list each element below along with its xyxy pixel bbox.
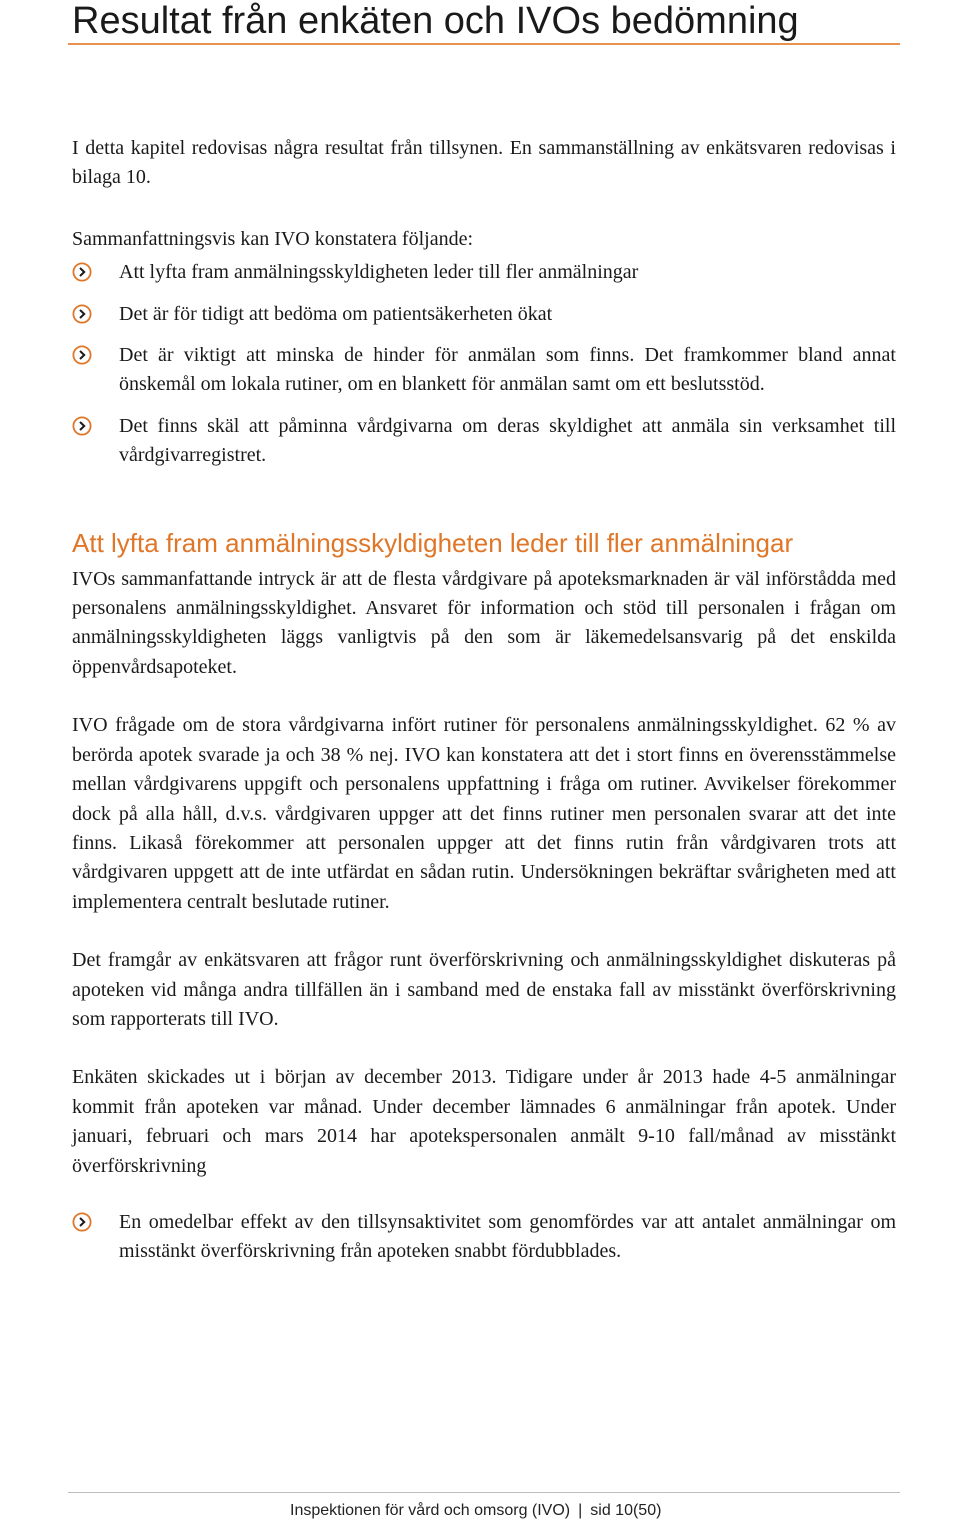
summary-bullet-item <box>72 412 896 471</box>
summary-bullet-text: Att lyfta fram anmälningsskyldigheten leder till fler anmälningar <box>119 261 639 284</box>
summary-bullet-item <box>72 341 896 400</box>
section-paragraph: IVOs sammanfattande intryck är att de flesta vårdgivare på apoteksmarknaden är väl införstådda med personalens anmälningsskyldighet. Ansvaret för information och stöd till personalen i frågan om anmälningsskyldigheten läggs vanligtvis på den som är läkemedelsansvarig på det enskilda öppenvårdsapoteket. <box>72 567 896 678</box>
title-divider <box>68 43 900 45</box>
page-footer <box>290 1500 661 1522</box>
footer-separator: | <box>578 1502 583 1519</box>
chevron-circle-right-icon <box>72 1212 92 1232</box>
footer-divider <box>68 1492 900 1493</box>
summary-bullet-text: Det är för tidigt att bedöma om patientsäkerheten ökat <box>119 302 553 325</box>
section-paragraph: IVO frågade om de stora vårdgivarna infört rutiner för personalens anmälningsskyldighet. 62 % av berörda apotek svarade ja och 38 % nej. IVO kan konstatera att det i stort finns en överensstämmelse mellan vårdgivarens uppgift och personalens uppfattning i fråga om rutiner. Avvikelser förekommer dock på alla håll, d.v.s. vårdgivaren uppger att det finns rutiner men personalen svarar att det inte finns. Likaså förekommer att personalen uppger att det finns rutin från vårdgivaren trots att vårdgivaren uppgett att de inte utfärdat en sådan rutin. Undersökningen bekräftar svårigheten med att implementera centralt beslutade rutiner. <box>72 714 896 913</box>
summary-lead-paragraph: Sammanfattningsvis kan IVO konstatera följande: <box>72 227 474 250</box>
chevron-circle-right-icon <box>72 262 92 282</box>
page-title: Resultat från enkäten och IVOs bedömning <box>72 0 799 42</box>
summary-bullet-item <box>72 300 896 329</box>
summary-bullet-list <box>72 258 896 470</box>
summary-bullet-text: Det finns skäl att påminna vårdgivarna om deras skyldighet att anmäla sin verksamhet till vårdgivarregistret. <box>119 414 896 467</box>
summary-bullet-item <box>72 258 896 287</box>
section-bullet-text: En omedelbar effekt av den tillsynsaktivitet som genomfördes var att antalet anmälningar om misstänkt överförskrivning från apoteken snabbt fördubblades. <box>119 1210 896 1263</box>
intro-paragraph: I detta kapitel redovisas några resultat från tillsynen. En sammanställning av enkätsvaren redovisas i bilaga 10. <box>72 137 896 189</box>
chevron-circle-right-icon <box>72 345 92 365</box>
summary-bullet-text: Det är viktigt att minska de hinder för anmälan som finns. Det framkommer bland annat önskemål om lokala rutiner, om en blankett för anmälan samt om ett beslutsstöd. <box>119 344 896 396</box>
section-heading: Att lyfta fram anmälningsskyldigheten leder till fler anmälningar <box>72 527 794 558</box>
section-bullet-list <box>72 1208 896 1267</box>
footer-page-number: sid 10(50) <box>590 1502 662 1519</box>
footer-organization: Inspektionen för vård och omsorg (IVO) <box>290 1502 571 1519</box>
section-paragraph: Det framgår av enkätsvaren att frågor runt överförskrivning och anmälningsskyldighet diskuteras på apoteken vid många andra tillfällen än i samband med de enstaka fall av misstänkt överförskrivning som rapporterats till IVO. <box>72 949 896 1030</box>
document-body <box>72 134 896 1267</box>
section-bullet-item <box>72 1208 896 1267</box>
section-paragraph: Enkäten skickades ut i början av december 2013. Tidigare under år 2013 hade 4-5 anmälningar kommit från apoteken var månad. Under december lämnades 6 anmälningar från apotek. Under januari, februari och mars 2014 har apotekspersonalen anmält 9-10 fall/månad av misstänkt överförskrivning <box>72 1066 896 1177</box>
chevron-circle-right-icon <box>72 416 92 436</box>
chevron-circle-right-icon <box>72 304 92 324</box>
